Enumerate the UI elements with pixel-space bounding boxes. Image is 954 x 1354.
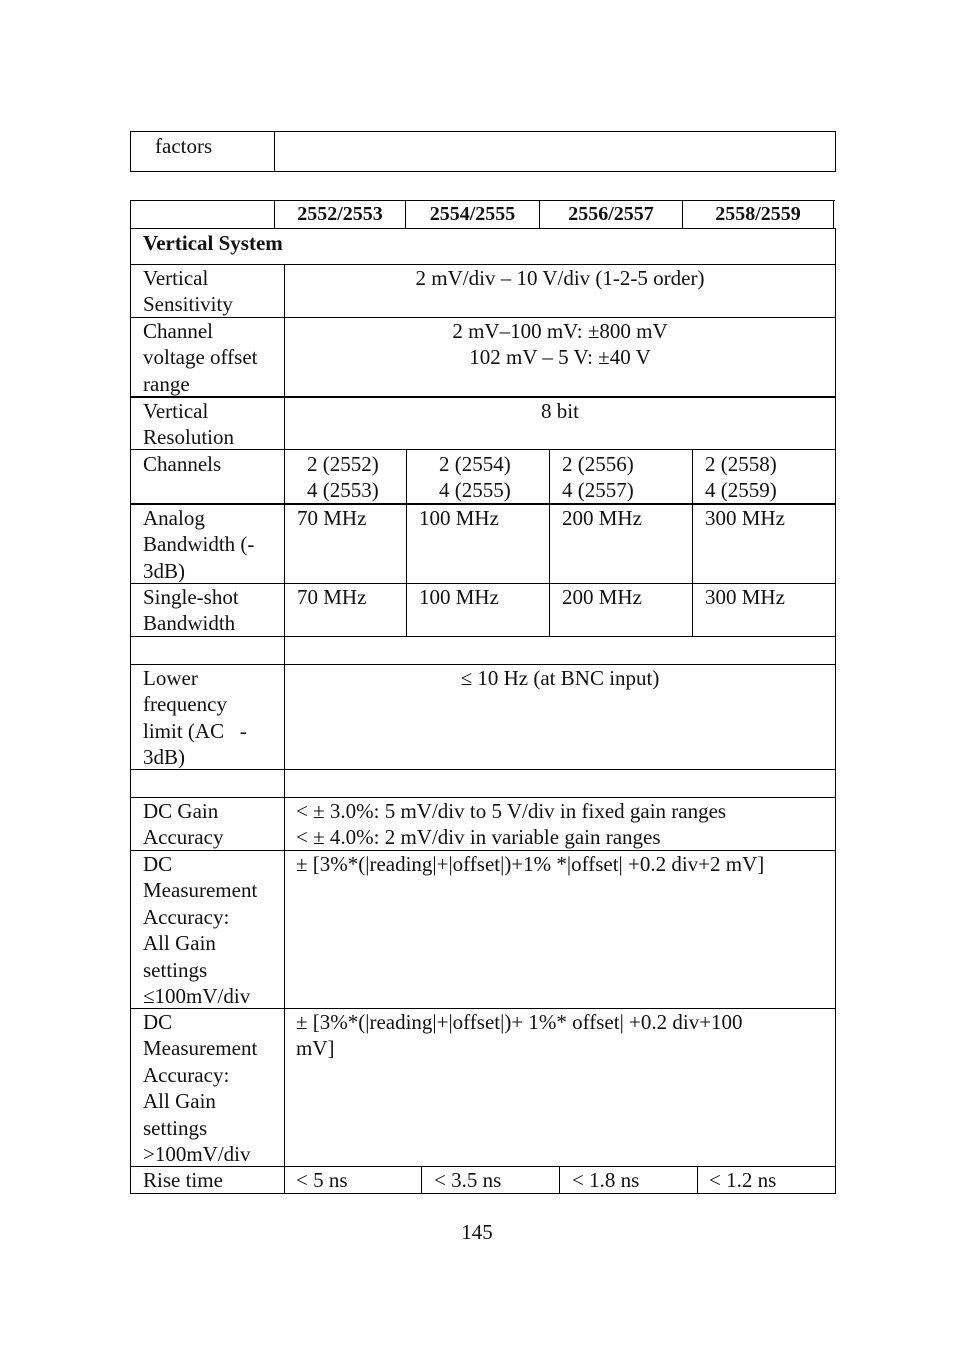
row-label: Analog Bandwidth (- 3dB) — [143, 506, 255, 583]
single-shot-bw-2554: 100 MHz — [419, 585, 499, 609]
analog-bw-2552: 70 MHz — [297, 506, 367, 530]
single-shot-bw-2556: 200 MHz — [562, 585, 642, 609]
row-label: Vertical Resolution — [143, 399, 235, 450]
model-header-2558: 2558/2559 — [715, 203, 801, 225]
analog-bw-2556: 200 MHz — [562, 506, 642, 530]
row-label: Lower frequency limit (AC - 3dB) — [143, 666, 247, 770]
model-header-2554: 2554/2555 — [429, 203, 516, 225]
single-shot-bw-2552: 70 MHz — [297, 585, 367, 609]
row-value: 2 mV/div – 10 V/div (1-2-5 order) — [415, 266, 705, 290]
single-shot-bw-2558: 300 MHz — [705, 585, 785, 609]
channels-2552: 2 (2552) 4 (2553) — [307, 452, 379, 503]
rise-time-2552: < 5 ns — [296, 1168, 348, 1192]
channels-2556: 2 (2556) 4 (2557) — [562, 452, 634, 503]
row-value: 2 mV–100 mV: ±800 mV 102 mV – 5 V: ±40 V — [452, 319, 668, 370]
channels-2554: 2 (2554) 4 (2555) — [439, 452, 511, 503]
page-number: 145 — [461, 1220, 493, 1244]
row-value: 8 bit — [541, 399, 579, 423]
row-value: ± [3%*(|reading|+|offset|)+ 1%* offset| +0.2 div+100 mV] — [296, 1010, 743, 1061]
row-value: < ± 3.0%: 5 mV/div to 5 V/div in fixed gain ranges < ± 4.0%: 2 mV/div in variable gain ranges — [296, 799, 727, 850]
row-value: ± [3%*(|reading|+|offset|)+1% *|offset| +0.2 div+2 mV] — [296, 852, 765, 876]
row-label: Single-shot Bandwidth — [143, 585, 239, 636]
row-label: DC Measurement Accuracy: All Gain settings ≤100mV/div — [143, 852, 258, 1009]
rise-time-2554: < 3.5 ns — [434, 1168, 502, 1192]
factors-label: factors — [155, 134, 213, 158]
rise-time-2556: < 1.8 ns — [572, 1168, 640, 1192]
row-label: DC Measurement Accuracy: All Gain settings >100mV/div — [143, 1010, 258, 1167]
row-label: Channel voltage offset range — [143, 319, 258, 396]
row-label: Channels — [143, 452, 222, 476]
row-label: DC Gain Accuracy — [143, 799, 224, 850]
analog-bw-2558: 300 MHz — [705, 506, 785, 530]
row-label: Vertical Sensitivity — [143, 266, 233, 317]
channels-2558: 2 (2558) 4 (2559) — [705, 452, 777, 503]
model-header-2556: 2556/2557 — [568, 203, 654, 225]
row-label: Rise time — [143, 1168, 223, 1192]
rise-time-2558: < 1.2 ns — [709, 1168, 777, 1192]
section-title: Vertical System — [143, 231, 283, 255]
analog-bw-2554: 100 MHz — [419, 506, 499, 530]
model-header-2552: 2552/2553 — [297, 203, 383, 225]
row-value: ≤ 10 Hz (at BNC input) — [460, 666, 660, 690]
